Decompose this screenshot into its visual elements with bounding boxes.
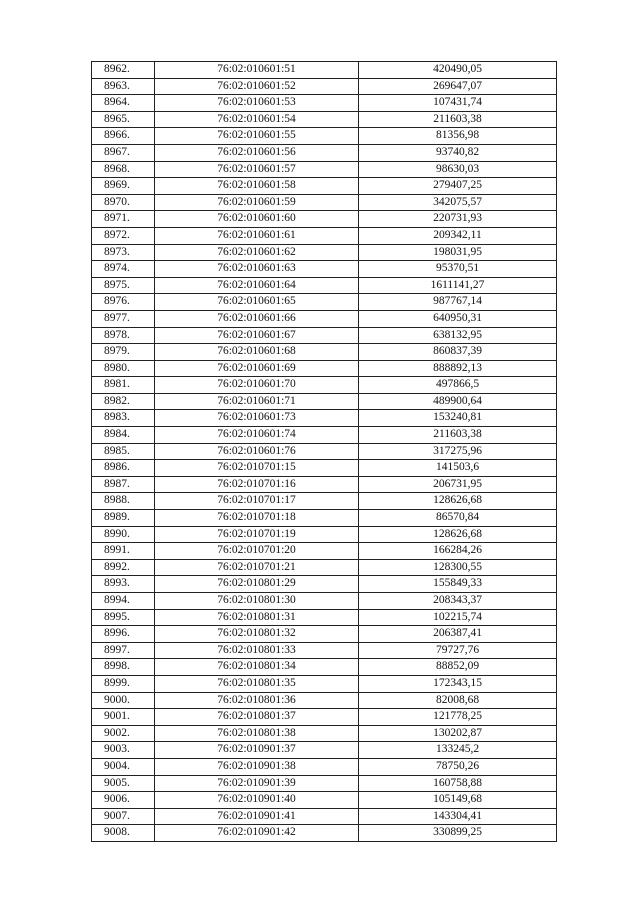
row-number-cell: 8996.	[92, 626, 155, 643]
cadastral-value-cell: 98630,03	[359, 161, 557, 178]
table-row	[92, 609, 557, 626]
cadastral-value-cell: 206387,41	[359, 626, 557, 643]
cadastral-value-cell: 105149,68	[359, 792, 557, 809]
cadastral-value-cell: 88852,09	[359, 659, 557, 676]
table-row	[92, 825, 557, 842]
cadastral-number-cell: 76:02:010901:42	[155, 825, 359, 842]
table-row	[92, 211, 557, 228]
row-number-cell: 9001.	[92, 709, 155, 726]
row-number-cell: 8993.	[92, 576, 155, 593]
table-row	[92, 576, 557, 593]
table-row	[92, 227, 557, 244]
cadastral-number-cell: 76:02:010601:52	[155, 78, 359, 95]
row-number-cell: 8974.	[92, 261, 155, 278]
cadastral-number-cell: 76:02:010601:70	[155, 377, 359, 394]
row-number-cell: 8976.	[92, 294, 155, 311]
row-number-cell: 8988.	[92, 493, 155, 510]
cadastral-number-cell: 76:02:010801:35	[155, 675, 359, 692]
cadastral-number-cell: 76:02:010601:67	[155, 327, 359, 344]
row-number-cell: 8964.	[92, 95, 155, 112]
row-number-cell: 8989.	[92, 510, 155, 527]
row-number-cell: 9002.	[92, 725, 155, 742]
cadastral-value-cell: 209342,11	[359, 227, 557, 244]
cadastral-number-cell: 76:02:010601:54	[155, 111, 359, 128]
cadastral-value-cell: 206731,95	[359, 476, 557, 493]
table-row	[92, 244, 557, 261]
cadastral-number-cell: 76:02:010701:15	[155, 460, 359, 477]
row-number-cell: 8991.	[92, 543, 155, 560]
row-number-cell: 8963.	[92, 78, 155, 95]
table-row	[92, 493, 557, 510]
cadastral-value-cell: 86570,84	[359, 510, 557, 527]
table-body	[92, 62, 557, 842]
row-number-cell: 8980.	[92, 360, 155, 377]
table-row	[92, 510, 557, 527]
table-row	[92, 327, 557, 344]
cadastral-value-cell: 888892,13	[359, 360, 557, 377]
table-row	[92, 626, 557, 643]
cadastral-number-cell: 76:02:010601:69	[155, 360, 359, 377]
row-number-cell: 8992.	[92, 559, 155, 576]
table-row	[92, 128, 557, 145]
row-number-cell: 8965.	[92, 111, 155, 128]
table-row	[92, 808, 557, 825]
cadastral-value-cell: 128626,68	[359, 493, 557, 510]
row-number-cell: 8984.	[92, 427, 155, 444]
cadastral-value-cell: 640950,31	[359, 310, 557, 327]
row-number-cell: 8999.	[92, 675, 155, 692]
table-row	[92, 725, 557, 742]
cadastral-value-cell: 107431,74	[359, 95, 557, 112]
table-row	[92, 111, 557, 128]
cadastral-value-cell: 860837,39	[359, 344, 557, 361]
cadastral-number-cell: 76:02:010701:16	[155, 476, 359, 493]
table-row	[92, 758, 557, 775]
table-row	[92, 593, 557, 610]
table-row	[92, 659, 557, 676]
table-row	[92, 526, 557, 543]
table-row	[92, 178, 557, 195]
table-row	[92, 692, 557, 709]
row-number-cell: 9004.	[92, 758, 155, 775]
cadastral-number-cell: 76:02:010601:62	[155, 244, 359, 261]
table-row	[92, 775, 557, 792]
row-number-cell: 8994.	[92, 593, 155, 610]
row-number-cell: 8962.	[92, 62, 155, 79]
row-number-cell: 9006.	[92, 792, 155, 809]
row-number-cell: 8982.	[92, 393, 155, 410]
cadastral-number-cell: 76:02:010801:34	[155, 659, 359, 676]
table-row	[92, 377, 557, 394]
table-row	[92, 675, 557, 692]
cadastral-number-cell: 76:02:010601:56	[155, 144, 359, 161]
cadastral-number-cell: 76:02:010601:76	[155, 443, 359, 460]
cadastral-value-cell: 102215,74	[359, 609, 557, 626]
row-number-cell: 8975.	[92, 277, 155, 294]
row-number-cell: 8970.	[92, 194, 155, 211]
table-row	[92, 310, 557, 327]
table-row	[92, 393, 557, 410]
cadastral-number-cell: 76:02:010601:58	[155, 178, 359, 195]
cadastral-value-cell: 153240,81	[359, 410, 557, 427]
row-number-cell: 8987.	[92, 476, 155, 493]
cadastral-value-cell: 987767,14	[359, 294, 557, 311]
row-number-cell: 8969.	[92, 178, 155, 195]
row-number-cell: 8979.	[92, 344, 155, 361]
cadastral-number-cell: 76:02:010701:21	[155, 559, 359, 576]
cadastral-number-cell: 76:02:010601:57	[155, 161, 359, 178]
cadastral-number-cell: 76:02:010801:36	[155, 692, 359, 709]
cadastral-number-cell: 76:02:010901:38	[155, 758, 359, 775]
row-number-cell: 8983.	[92, 410, 155, 427]
cadastral-value-cell: 128300,55	[359, 559, 557, 576]
cadastral-number-cell: 76:02:010601:53	[155, 95, 359, 112]
cadastral-value-cell: 172343,15	[359, 675, 557, 692]
row-number-cell: 9008.	[92, 825, 155, 842]
table-row	[92, 78, 557, 95]
table-row	[92, 194, 557, 211]
cadastral-number-cell: 76:02:010801:38	[155, 725, 359, 742]
cadastral-value-cell: 330899,25	[359, 825, 557, 842]
cadastral-number-cell: 76:02:010801:37	[155, 709, 359, 726]
row-number-cell: 8998.	[92, 659, 155, 676]
row-number-cell: 8968.	[92, 161, 155, 178]
cadastral-number-cell: 76:02:010701:20	[155, 543, 359, 560]
row-number-cell: 8981.	[92, 377, 155, 394]
cadastral-value-cell: 130202,87	[359, 725, 557, 742]
cadastral-number-cell: 76:02:010801:31	[155, 609, 359, 626]
cadastral-number-cell: 76:02:010901:41	[155, 808, 359, 825]
cadastral-number-cell: 76:02:010601:59	[155, 194, 359, 211]
cadastral-number-cell: 76:02:010601:64	[155, 277, 359, 294]
table-row	[92, 427, 557, 444]
table-row	[92, 161, 557, 178]
cadastral-number-cell: 76:02:010601:60	[155, 211, 359, 228]
table-row	[92, 543, 557, 560]
row-number-cell: 8995.	[92, 609, 155, 626]
row-number-cell: 9005.	[92, 775, 155, 792]
table-row	[92, 277, 557, 294]
cadastral-value-table	[91, 61, 557, 842]
cadastral-number-cell: 76:02:010901:40	[155, 792, 359, 809]
row-number-cell: 8973.	[92, 244, 155, 261]
cadastral-value-cell: 155849,33	[359, 576, 557, 593]
cadastral-value-cell: 143304,41	[359, 808, 557, 825]
cadastral-number-cell: 76:02:010801:32	[155, 626, 359, 643]
cadastral-number-cell: 76:02:010601:51	[155, 62, 359, 79]
table-row	[92, 62, 557, 79]
table-row	[92, 709, 557, 726]
row-number-cell: 8971.	[92, 211, 155, 228]
row-number-cell: 8997.	[92, 642, 155, 659]
cadastral-value-cell: 160758,88	[359, 775, 557, 792]
cadastral-number-cell: 76:02:010601:61	[155, 227, 359, 244]
row-number-cell: 8986.	[92, 460, 155, 477]
table-row	[92, 344, 557, 361]
table-row	[92, 144, 557, 161]
cadastral-number-cell: 76:02:010601:71	[155, 393, 359, 410]
cadastral-value-cell: 279407,25	[359, 178, 557, 195]
row-number-cell: 8990.	[92, 526, 155, 543]
cadastral-value-cell: 1611141,27	[359, 277, 557, 294]
table-row	[92, 95, 557, 112]
table-row	[92, 460, 557, 477]
row-number-cell: 8978.	[92, 327, 155, 344]
cadastral-value-cell: 317275,96	[359, 443, 557, 460]
cadastral-value-cell: 489900,64	[359, 393, 557, 410]
cadastral-number-cell: 76:02:010701:19	[155, 526, 359, 543]
cadastral-value-cell: 420490,05	[359, 62, 557, 79]
cadastral-value-cell: 78750,26	[359, 758, 557, 775]
row-number-cell: 8967.	[92, 144, 155, 161]
table-row	[92, 742, 557, 759]
cadastral-value-cell: 95370,51	[359, 261, 557, 278]
cadastral-value-cell: 342075,57	[359, 194, 557, 211]
table-row	[92, 294, 557, 311]
table-row	[92, 476, 557, 493]
cadastral-number-cell: 76:02:010901:37	[155, 742, 359, 759]
cadastral-value-cell: 211603,38	[359, 427, 557, 444]
cadastral-number-cell: 76:02:010601:63	[155, 261, 359, 278]
table-row	[92, 360, 557, 377]
cadastral-number-cell: 76:02:010601:73	[155, 410, 359, 427]
cadastral-value-cell: 93740,82	[359, 144, 557, 161]
cadastral-value-cell: 269647,07	[359, 78, 557, 95]
cadastral-value-cell: 638132,95	[359, 327, 557, 344]
table-row	[92, 443, 557, 460]
cadastral-value-cell: 128626,68	[359, 526, 557, 543]
cadastral-number-cell: 76:02:010901:39	[155, 775, 359, 792]
row-number-cell: 9007.	[92, 808, 155, 825]
cadastral-value-cell: 208343,37	[359, 593, 557, 610]
cadastral-value-cell: 82008,68	[359, 692, 557, 709]
cadastral-value-cell: 133245,2	[359, 742, 557, 759]
cadastral-value-cell: 497866,5	[359, 377, 557, 394]
row-number-cell: 9003.	[92, 742, 155, 759]
cadastral-number-cell: 76:02:010701:18	[155, 510, 359, 527]
cadastral-value-cell: 211603,38	[359, 111, 557, 128]
row-number-cell: 9000.	[92, 692, 155, 709]
cadastral-number-cell: 76:02:010601:68	[155, 344, 359, 361]
cadastral-number-cell: 76:02:010801:29	[155, 576, 359, 593]
cadastral-value-cell: 121778,25	[359, 709, 557, 726]
cadastral-number-cell: 76:02:010801:30	[155, 593, 359, 610]
cadastral-number-cell: 76:02:010801:33	[155, 642, 359, 659]
cadastral-number-cell: 76:02:010601:55	[155, 128, 359, 145]
row-number-cell: 8972.	[92, 227, 155, 244]
table-row	[92, 261, 557, 278]
cadastral-value-cell: 141503,6	[359, 460, 557, 477]
table-row	[92, 410, 557, 427]
cadastral-number-cell: 76:02:010601:66	[155, 310, 359, 327]
cadastral-value-cell: 220731,93	[359, 211, 557, 228]
cadastral-number-cell: 76:02:010601:74	[155, 427, 359, 444]
cadastral-value-cell: 166284,26	[359, 543, 557, 560]
cadastral-number-cell: 76:02:010601:65	[155, 294, 359, 311]
cadastral-value-cell: 81356,98	[359, 128, 557, 145]
cadastral-value-cell: 198031,95	[359, 244, 557, 261]
table-row	[92, 559, 557, 576]
row-number-cell: 8966.	[92, 128, 155, 145]
cadastral-number-cell: 76:02:010701:17	[155, 493, 359, 510]
table-row	[92, 792, 557, 809]
row-number-cell: 8977.	[92, 310, 155, 327]
table-row	[92, 642, 557, 659]
cadastral-value-cell: 79727,76	[359, 642, 557, 659]
row-number-cell: 8985.	[92, 443, 155, 460]
